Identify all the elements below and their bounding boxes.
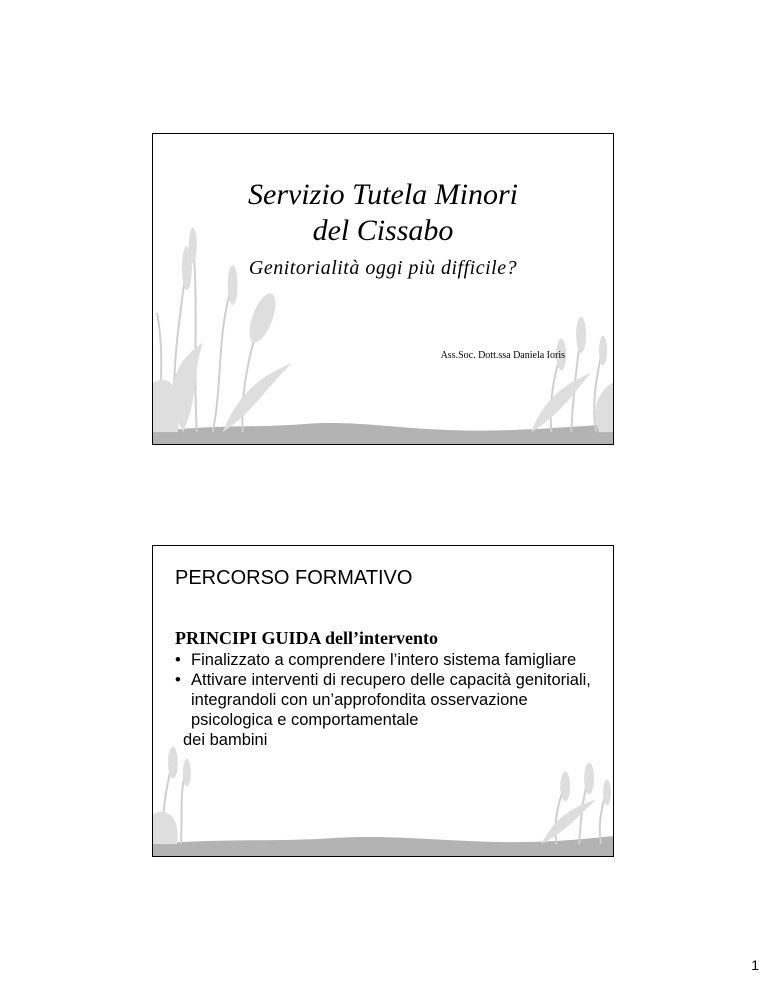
- bullet-icon: •: [175, 671, 181, 689]
- title-line-2: del Cissabo: [312, 214, 454, 247]
- slide-subtitle: Genitorialità oggi più difficile?: [248, 257, 518, 279]
- principles-heading: PRINCIPI GUIDA dell’intervento: [175, 628, 438, 648]
- bullet-icon: •: [175, 651, 181, 669]
- title-line-1: Servizio Tutela Minori: [248, 178, 518, 211]
- slide-body: [175, 628, 595, 750]
- bullet-item: [175, 670, 595, 730]
- bullet-text: Finalizzato a comprendere l’intero sistema famigliare: [191, 651, 577, 669]
- slide-heading: PERCORSO FORMATIVO: [175, 567, 413, 589]
- trailing-text: dei bambini: [183, 731, 268, 749]
- bullet-text: Attivare interventi di recupero delle capacità genitoriali, integrandoli con un’approfondita osservazione psicologica e comportamentale: [191, 671, 591, 729]
- slide-title: [152, 133, 614, 445]
- page-number: 1: [751, 957, 759, 973]
- slide-percorso: [152, 545, 614, 857]
- slide-author: Ass.Soc. Dott.ssa Daniela Ioris: [440, 350, 565, 361]
- bullet-item: [175, 650, 595, 670]
- slide-title-text: [153, 177, 613, 249]
